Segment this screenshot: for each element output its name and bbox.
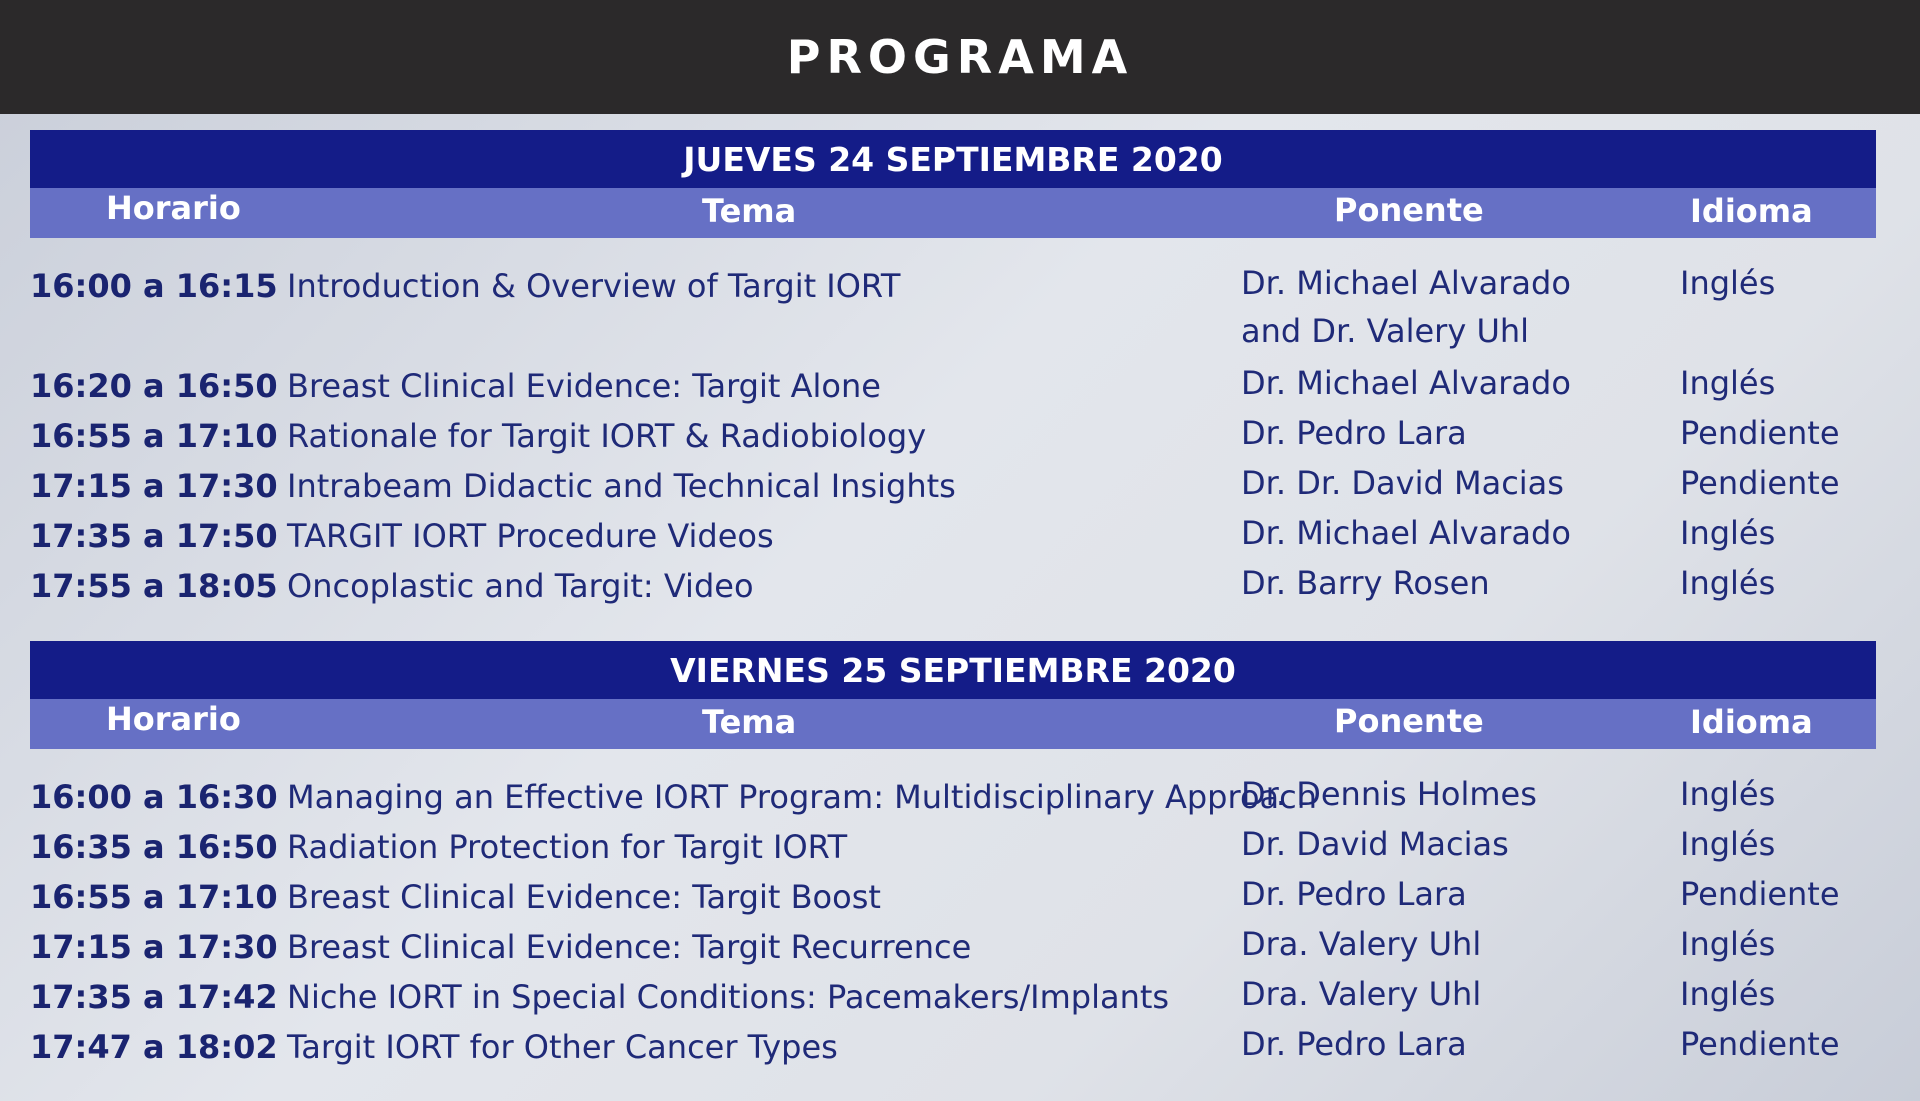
row-time: 17:15 a 17:30: [30, 928, 278, 966]
row-speaker: Dr. David Macias: [1241, 825, 1509, 863]
column-header-horario: Horario: [106, 700, 241, 738]
row-language: Inglés: [1680, 825, 1776, 863]
row-language: Pendiente: [1680, 875, 1840, 913]
column-header-tema: Tema: [702, 703, 797, 741]
row-language: Inglés: [1680, 925, 1776, 963]
schedule-row-continuation: [30, 309, 1876, 359]
row-time: 16:00 a 16:30: [30, 778, 278, 816]
day-section-friday: [30, 641, 1876, 1066]
row-language: Inglés: [1680, 975, 1776, 1013]
row-language: Inglés: [1680, 514, 1776, 552]
row-speaker: Dr. Michael Alvarado: [1241, 514, 1571, 552]
row-topic: Radiation Protection for Targit IORT: [287, 828, 848, 866]
row-topic: Niche IORT in Special Conditions: Pacemakers/Implants: [287, 978, 1170, 1016]
row-language: Inglés: [1680, 564, 1776, 602]
column-header-ponente: Ponente: [1334, 191, 1484, 229]
column-header-idioma: Idioma: [1690, 192, 1813, 230]
schedule-row: [30, 461, 1876, 511]
title-bar: [0, 0, 1920, 114]
row-topic: TARGIT IORT Procedure Videos: [287, 517, 774, 555]
schedule-row: [30, 822, 1876, 872]
schedule-row: [30, 872, 1876, 922]
row-language: Pendiente: [1680, 1025, 1840, 1063]
row-topic: Introduction & Overview of Targit IORT: [287, 267, 901, 305]
schedule-row: [30, 361, 1876, 411]
column-header-row: [30, 699, 1876, 749]
day-header: JUEVES 24 SEPTIEMBRE 2020: [30, 130, 1876, 188]
row-speaker: Dr. Barry Rosen: [1241, 564, 1490, 602]
row-language: Inglés: [1680, 364, 1776, 402]
row-speaker: Dr. Pedro Lara: [1241, 875, 1467, 913]
row-time: 16:00 a 16:15: [30, 267, 278, 305]
row-speaker: Dr. Pedro Lara: [1241, 414, 1467, 452]
row-topic: Breast Clinical Evidence: Targit Recurrence: [287, 928, 972, 966]
row-time: 17:35 a 17:42: [30, 978, 278, 1016]
schedule-row: [30, 261, 1876, 311]
row-topic: Intrabeam Didactic and Technical Insights: [287, 467, 956, 505]
row-time: 16:55 a 17:10: [30, 417, 278, 455]
schedule-row: [30, 561, 1876, 611]
row-time: 17:15 a 17:30: [30, 467, 278, 505]
column-header-horario: Horario: [106, 189, 241, 227]
column-header-row: [30, 188, 1876, 238]
schedule-row: [30, 972, 1876, 1022]
row-speaker: Dra. Valery Uhl: [1241, 925, 1482, 963]
row-speaker: Dr. Pedro Lara: [1241, 1025, 1467, 1063]
row-speaker-second-line: and Dr. Valery Uhl: [1241, 312, 1530, 350]
column-header-tema: Tema: [702, 192, 797, 230]
schedule-row: [30, 411, 1876, 461]
row-language: Inglés: [1680, 264, 1776, 302]
row-speaker: Dra. Valery Uhl: [1241, 975, 1482, 1013]
row-topic: Rationale for Targit IORT & Radiobiology: [287, 417, 927, 455]
row-language: Pendiente: [1680, 464, 1840, 502]
row-speaker: Dr. Michael Alvarado: [1241, 364, 1571, 402]
column-header-idioma: Idioma: [1690, 703, 1813, 741]
day-section-thursday: [30, 130, 1876, 605]
row-speaker: Dr. Michael Alvarado: [1241, 264, 1571, 302]
page-title: PROGRAMA: [786, 30, 1134, 84]
day-header: VIERNES 25 SEPTIEMBRE 2020: [30, 641, 1876, 699]
row-speaker: Dr. Dennis Holmes: [1241, 775, 1537, 813]
row-topic: Targit IORT for Other Cancer Types: [287, 1028, 838, 1066]
row-time: 16:20 a 16:50: [30, 367, 278, 405]
row-time: 17:55 a 18:05: [30, 567, 278, 605]
schedule-row: [30, 511, 1876, 561]
schedule-row: [30, 1022, 1876, 1072]
schedule-row: [30, 922, 1876, 972]
row-time: 17:35 a 17:50: [30, 517, 278, 555]
row-language: Inglés: [1680, 775, 1776, 813]
row-language: Pendiente: [1680, 414, 1840, 452]
row-time: 17:47 a 18:02: [30, 1028, 278, 1066]
row-topic: Breast Clinical Evidence: Targit Alone: [287, 367, 881, 405]
schedule-row: [30, 772, 1876, 822]
column-header-ponente: Ponente: [1334, 702, 1484, 740]
row-topic: Oncoplastic and Targit: Video: [287, 567, 754, 605]
row-topic: Breast Clinical Evidence: Targit Boost: [287, 878, 881, 916]
row-time: 16:35 a 16:50: [30, 828, 278, 866]
row-topic: Managing an Effective IORT Program: Multidisciplinary Approach: [287, 778, 1317, 816]
row-speaker: Dr. Dr. David Macias: [1241, 464, 1564, 502]
row-time: 16:55 a 17:10: [30, 878, 278, 916]
